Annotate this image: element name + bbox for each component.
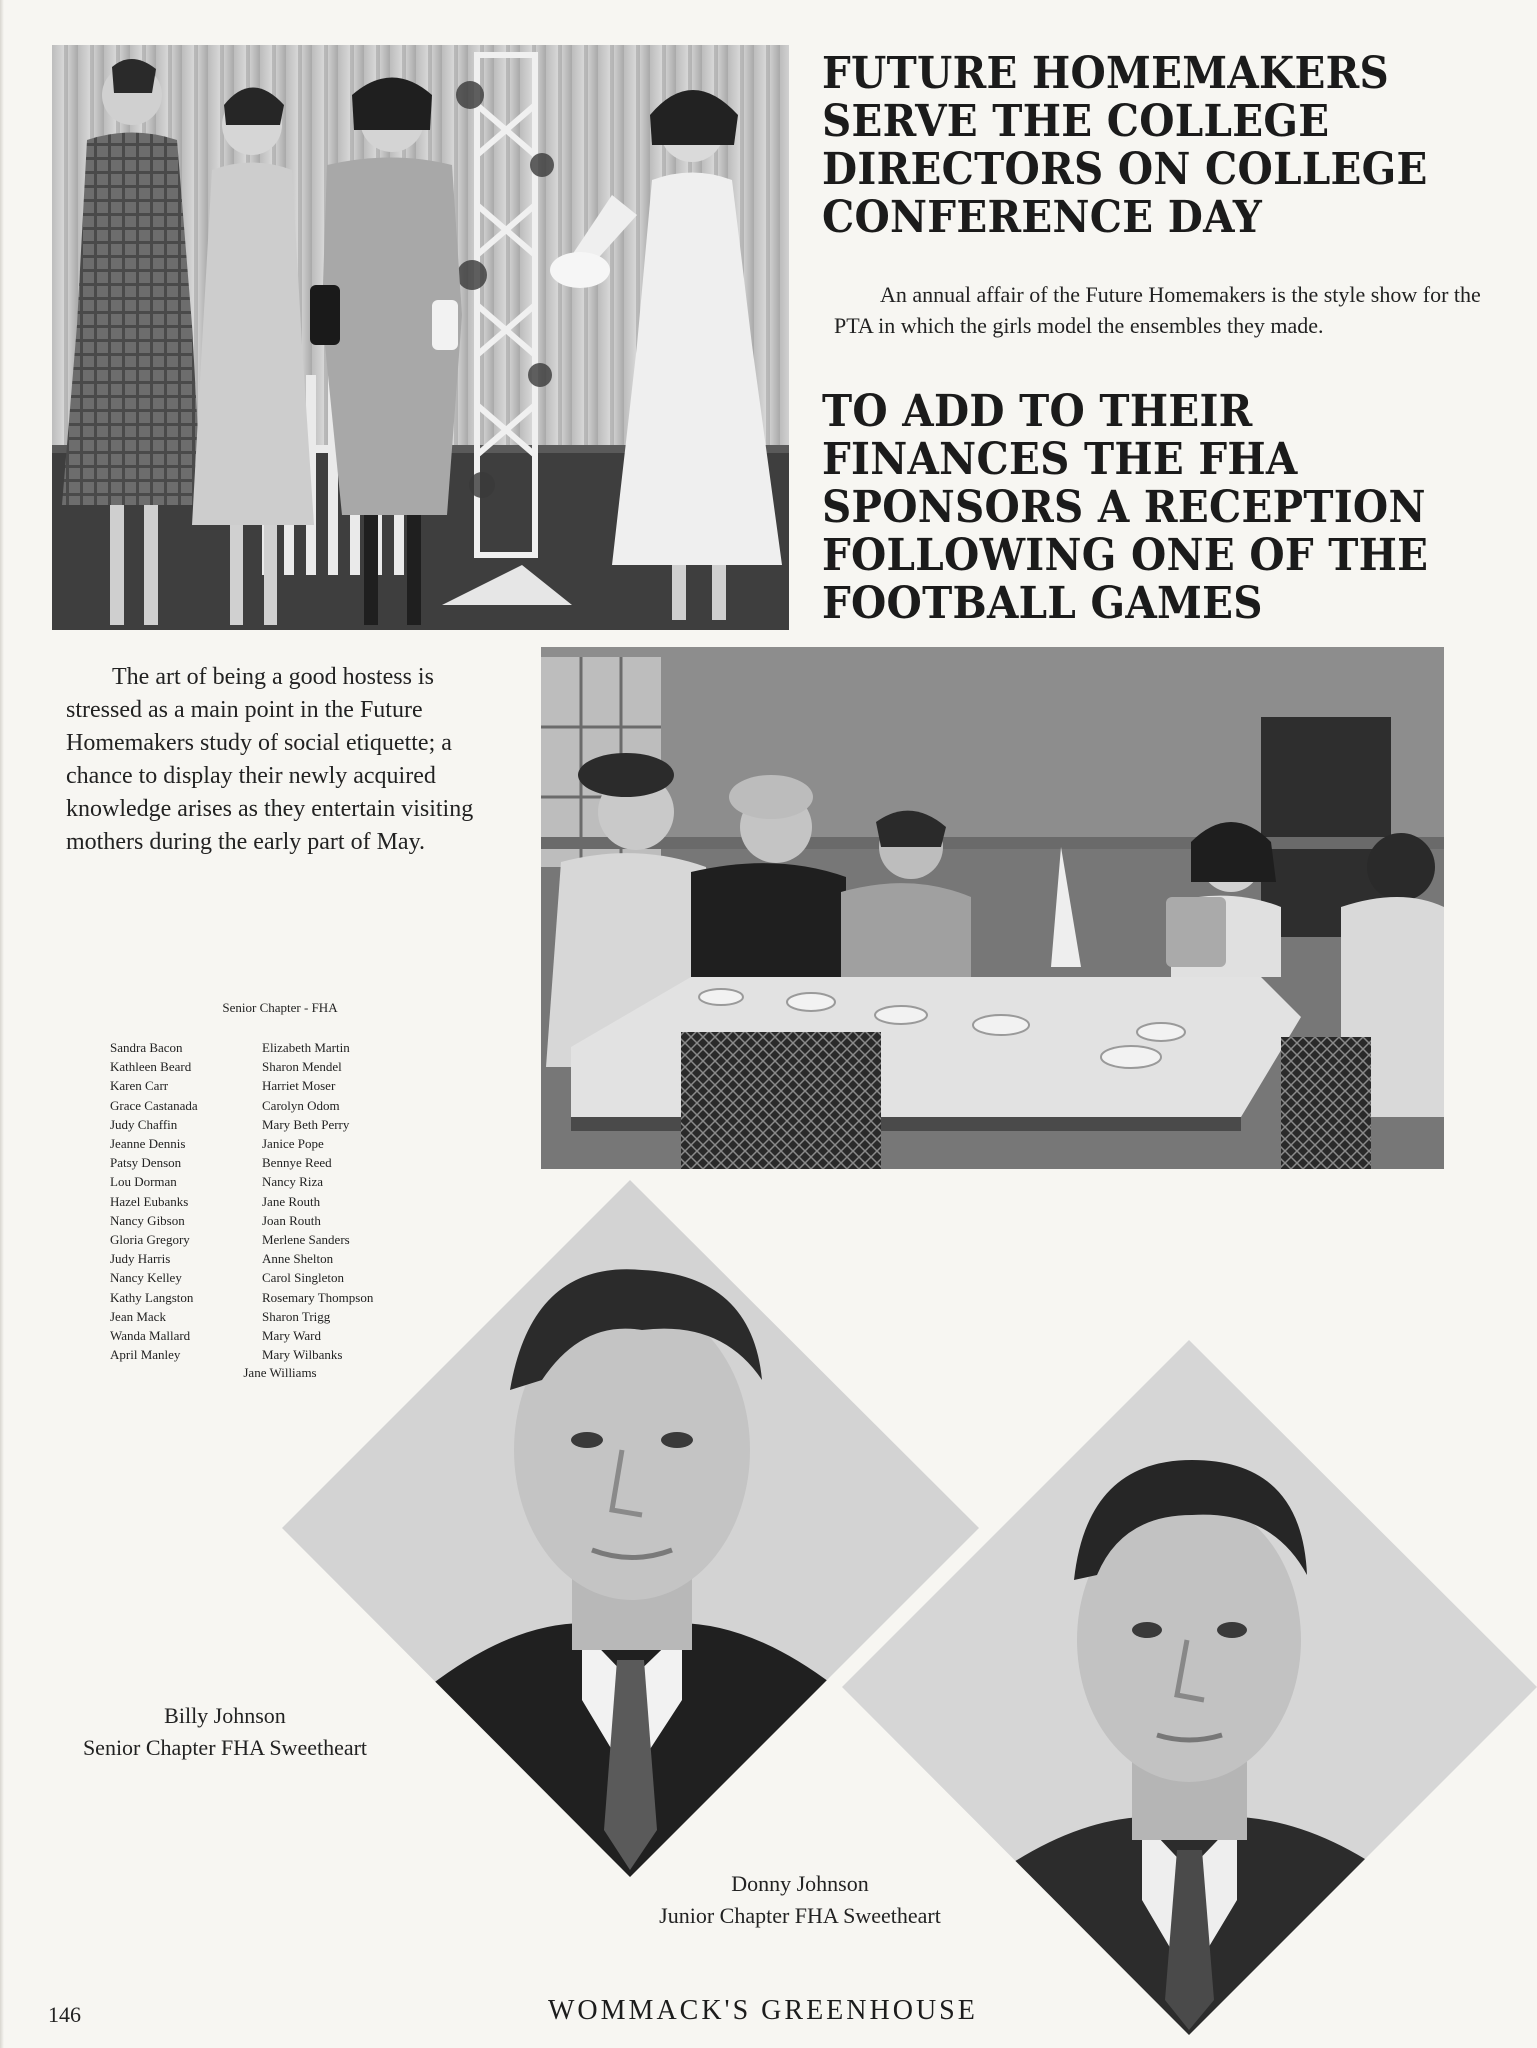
style-show-photo-art — [52, 45, 789, 630]
roster-name: Grace Castanada — [110, 1097, 198, 1113]
roster-name: Jeanne Dennis — [110, 1136, 186, 1152]
caption-name: Billy Johnson — [164, 1703, 286, 1728]
roster-name: Bennye Reed — [262, 1155, 332, 1171]
roster-name: Hazel Eubanks — [110, 1193, 189, 1209]
page-edge — [0, 0, 4, 2048]
caption-title: Junior Chapter FHA Sweetheart — [659, 1903, 941, 1928]
caption-donny-johnson — [600, 1868, 1000, 1932]
roster-name: Rosemary Thompson — [262, 1289, 374, 1305]
roster-name: Judy Harris — [110, 1251, 171, 1267]
sponsor-name: WOMMACK'S GREENHOUSE — [548, 1995, 978, 2026]
roster-name: Elizabeth Martin — [262, 1040, 350, 1055]
roster-name: Kathy Langston — [110, 1289, 194, 1305]
caption-title: Senior Chapter FHA Sweetheart — [82, 1735, 368, 1760]
hostess-paragraph-text: The art of being a good hostess is stressed as a main point in the Future Homemakers study of social etiquette; a chance to display their newly acquired knowledge arises as they entertain visiting mothers during the early part of May. — [66, 664, 474, 855]
roster-name: Jane Routh — [262, 1193, 321, 1209]
roster-name: Nancy Kelley — [110, 1270, 182, 1286]
roster-name: Merlene Sanders — [262, 1232, 350, 1248]
roster-heading: Senior Chapter - FHA — [222, 1000, 338, 1015]
roster-name: Sandra Bacon — [110, 1040, 183, 1055]
roster-name: Lou Dorman — [110, 1174, 177, 1190]
caption-billy-johnson — [40, 1700, 410, 1764]
roster-column-1 — [110, 1038, 198, 1364]
style-show-paragraph — [834, 279, 1514, 341]
caption-name: Donny Johnson — [731, 1871, 869, 1896]
roster-name: Gloria Gregory — [110, 1232, 190, 1248]
roster-name: Mary Beth Perry — [262, 1116, 350, 1132]
style-show-paragraph-text: An annual affair of the Future Homemakers is the style show for the PTA in which the girls model the ensembles they made. — [834, 282, 1481, 338]
roster-name-last: Jane Williams — [243, 1365, 317, 1380]
roster-name: Carol Singleton — [262, 1270, 344, 1286]
headline-reception: TO ADD TO THEIR FINANCES THE FHA SPONSORS A RECEPTION FOLLOWING ONE OF THE FOOTBALL GAMES — [822, 386, 1429, 629]
roster-name: Nancy Gibson — [110, 1212, 185, 1228]
roster-name: Nancy Riza — [262, 1174, 324, 1190]
roster-name: Sharon Mendel — [262, 1059, 342, 1075]
roster-name: Sharon Trigg — [262, 1308, 331, 1324]
headline-style-show: FUTURE HOMEMAKERS SERVE THE COLLEGE DIRECTORS ON COLLEGE CONFERENCE DAY — [822, 48, 1428, 243]
roster-name: Kathleen Beard — [110, 1059, 192, 1075]
reception-photo-art — [541, 647, 1444, 1169]
roster-name: Karen Carr — [110, 1078, 169, 1094]
style-show-photo — [52, 45, 789, 630]
roster-name: Wanda Mallard — [110, 1328, 191, 1344]
roster-name: Carolyn Odom — [262, 1097, 340, 1113]
page-number: 146 — [48, 2002, 81, 2027]
roster-name: Mary Ward — [262, 1328, 322, 1344]
hostess-paragraph — [66, 661, 504, 859]
roster-name: Jean Mack — [110, 1308, 166, 1324]
roster-name: Patsy Denson — [110, 1155, 182, 1171]
roster-name: Harriet Moser — [262, 1078, 336, 1094]
reception-photo — [541, 647, 1444, 1169]
roster-name: Judy Chaffin — [110, 1116, 178, 1132]
roster-name: Mary Wilbanks — [262, 1347, 343, 1363]
roster-name: Janice Pope — [262, 1136, 324, 1152]
roster-name: Joan Routh — [262, 1212, 321, 1228]
roster-name: Anne Shelton — [262, 1251, 334, 1267]
roster-name: April Manley — [110, 1347, 181, 1363]
